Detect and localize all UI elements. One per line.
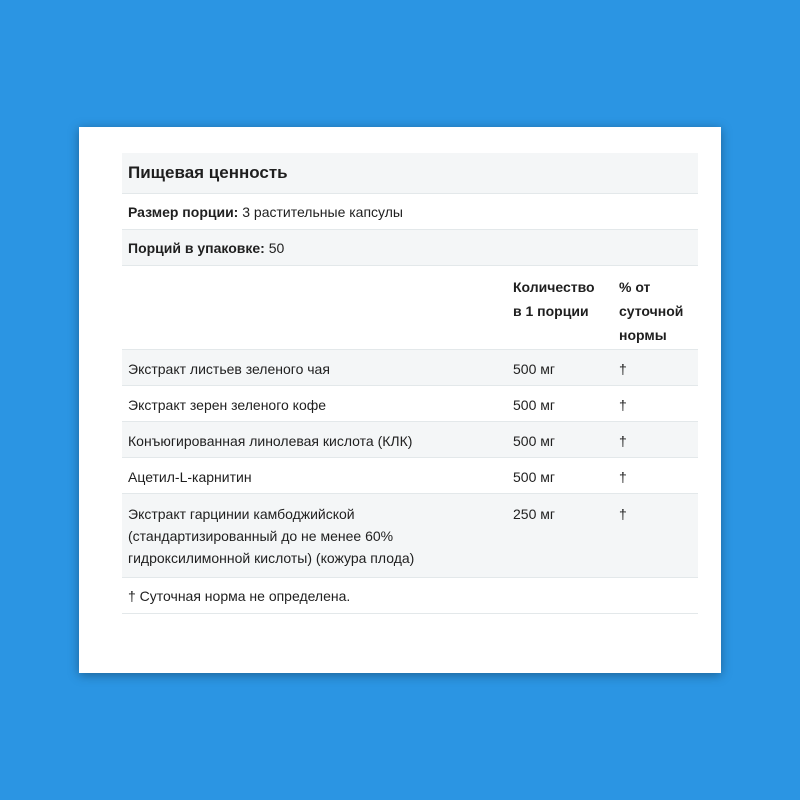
ingredient-dv: † — [619, 397, 627, 413]
header-dv-line2: суточной — [619, 303, 684, 319]
servings-label: Порций в упаковке: — [128, 240, 265, 256]
servings-per-container-row — [122, 230, 698, 266]
ingredient-name: Конъюгированная линолевая кислота (КЛК) — [128, 433, 413, 449]
ingredient-amount: 500 мг — [513, 469, 555, 485]
servings-value: 50 — [264, 240, 285, 256]
ingredient-name: Ацетил-L-карнитин — [128, 469, 252, 485]
header-amount-cell — [513, 275, 619, 349]
ingredient-dv: † — [619, 506, 627, 522]
header-dv-cell — [619, 275, 692, 349]
panel-title: Пищевая ценность — [122, 153, 698, 194]
header-dv-line3: нормы — [619, 327, 667, 343]
ingredient-name: Экстракт листьев зеленого чая — [128, 361, 330, 377]
table-row — [122, 350, 698, 386]
ingredient-dv: † — [619, 469, 627, 485]
serving-size-row — [122, 194, 698, 230]
serving-size-value: 3 растительные капсулы — [238, 204, 403, 220]
ingredient-dv: † — [619, 361, 627, 377]
supplement-facts-table — [122, 153, 698, 614]
header-amount-line1: Количество — [513, 279, 595, 295]
ingredient-amount: 500 мг — [513, 397, 555, 413]
ingredient-amount: 500 мг — [513, 361, 555, 377]
ingredient-name-line2: (стандартизированный до не менее 60% — [128, 528, 394, 544]
ingredient-amount: 500 мг — [513, 433, 555, 449]
ingredient-name — [128, 503, 513, 577]
ingredient-name-line3: гидроксилимонной кислоты) (кожура плода) — [128, 550, 415, 566]
table-row — [122, 494, 698, 578]
header-dv-line1: % от — [619, 279, 651, 295]
table-row — [122, 386, 698, 422]
header-amount-line2: в 1 порции — [513, 303, 589, 319]
ingredient-name-line1: Экстракт гарцинии камбоджийской — [128, 506, 355, 522]
ingredient-name: Экстракт зерен зеленого кофе — [128, 397, 327, 413]
footnote: † Суточная норма не определена. — [122, 578, 698, 614]
table-row — [122, 458, 698, 494]
supplement-facts-card — [79, 127, 721, 673]
serving-size-label: Размер порции: — [128, 204, 239, 220]
header-name-cell — [128, 275, 513, 349]
ingredient-dv: † — [619, 433, 627, 449]
ingredient-amount: 250 мг — [513, 506, 555, 522]
table-row — [122, 422, 698, 458]
table-header-row — [122, 266, 698, 350]
